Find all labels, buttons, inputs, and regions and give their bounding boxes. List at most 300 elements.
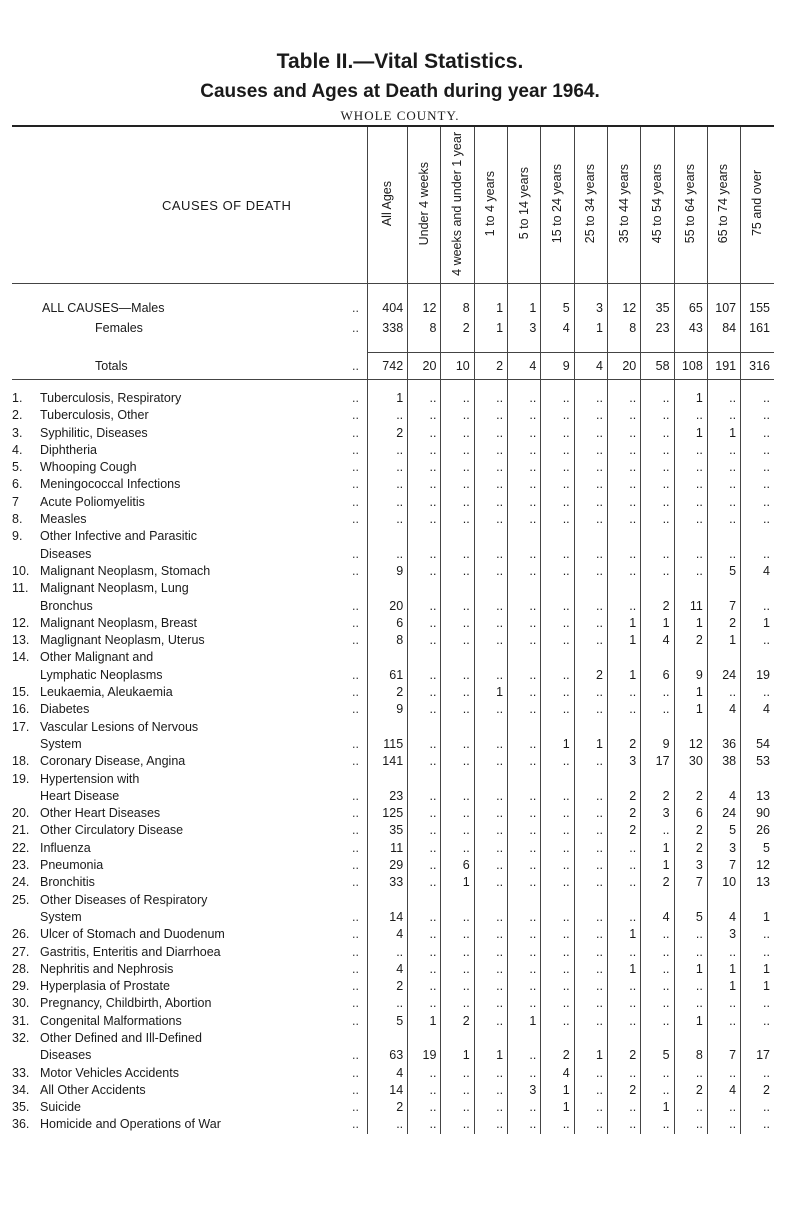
cause-value [574,580,607,597]
cause-value: 11 [674,598,707,615]
column-header [508,126,541,284]
cause-value [707,528,740,545]
cause-label [12,615,367,632]
cause-value: .. [441,788,474,805]
summary-value: 1 [508,298,541,318]
cause-value: .. [641,494,674,511]
cause-value: 2 [367,425,407,442]
spacer-cell [441,380,474,391]
cause-value: .. [474,459,507,476]
cause-value: .. [367,995,407,1012]
cause-label [12,1099,367,1116]
leader-dots: .. [351,563,359,578]
cause-value: 9 [674,667,707,684]
cause-value: 33 [367,874,407,891]
cause-label [12,909,367,926]
cause-row [12,615,774,632]
cause-value: .. [607,840,640,857]
cause-value: .. [441,944,474,961]
cause-value: 5 [367,1013,407,1030]
leader-dots: .. [351,875,359,890]
cause-value: 5 [674,909,707,926]
cause-value: .. [641,1082,674,1099]
spacer-cell [707,284,740,299]
cause-value: .. [741,926,774,943]
cause-value [441,719,474,736]
cause-value: .. [607,995,640,1012]
cause-value: .. [607,494,640,511]
cause-value: .. [474,1082,507,1099]
cause-name: Bronchus [40,598,93,613]
cause-value: .. [408,1065,441,1082]
spacer-cell [441,338,474,353]
cause-value: 19 [741,667,774,684]
column-header-label: 55 to 64 years [683,163,698,244]
cause-row [12,528,774,545]
cause-value: .. [607,978,640,995]
cause-value [441,892,474,909]
cause-row [12,1065,774,1082]
leader-dots: .. [351,1100,359,1115]
cause-name: Gastritis, Enteritis and Diarrhoea [40,944,221,959]
cause-value: .. [574,926,607,943]
cause-value: .. [508,995,541,1012]
spacer-cell [541,380,574,391]
leader-dots: .. [351,442,359,457]
cause-value: 7 [674,874,707,891]
cause-value: .. [474,805,507,822]
cause-value: .. [707,442,740,459]
leader-dots: .. [351,944,359,959]
cause-value: .. [474,822,507,839]
cause-name: Malignant Neoplasm, Breast [40,615,198,630]
cause-row [12,580,774,597]
spacer-cell [474,338,507,353]
column-header [607,126,640,284]
cause-value: .. [441,425,474,442]
summary-section [12,284,774,380]
cause-value: 3 [508,1082,541,1099]
cause-value: 1 [641,857,674,874]
cause-value: .. [541,390,574,407]
cause-value: .. [641,1013,674,1030]
column-header-label: 15 to 24 years [549,163,564,244]
summary-label-text: ALL CAUSES—Males [42,301,165,315]
cause-row [12,1013,774,1030]
cause-value: .. [408,511,441,528]
cause-value: .. [541,684,574,701]
cause-value: .. [474,701,507,718]
cause-name: Acute Poliomyelitis [40,494,145,509]
cause-value: .. [607,684,640,701]
cause-number: 10. [12,563,30,578]
cause-row [12,598,774,615]
cause-value: 2 [441,1013,474,1030]
cause-row [12,822,774,839]
column-header-label: All Ages [380,180,395,227]
cause-value [474,649,507,666]
cause-value: .. [607,701,640,718]
leader-dots: .. [351,754,359,769]
cause-value: .. [474,494,507,511]
cause-value: 1 [641,840,674,857]
cause-row [12,667,774,684]
leader-dots: .. [351,823,359,838]
cause-number: 8. [12,512,23,527]
cause-value: .. [408,978,441,995]
cause-value: .. [508,476,541,493]
cause-value: .. [541,459,574,476]
summary-value: 4 [541,318,574,338]
cause-number: 24. [12,875,30,890]
cause-name: Other Diseases of Respiratory [40,892,208,907]
cause-value [574,649,607,666]
cause-value: .. [474,978,507,995]
cause-value [367,580,407,597]
cause-label [12,425,367,442]
leader-dots: .. [351,598,359,613]
cause-value [674,580,707,597]
cause-value: 4 [707,1082,740,1099]
cause-label [12,528,367,545]
cause-value: 10 [707,874,740,891]
spacer-cell [12,284,367,299]
cause-number: 12. [12,615,30,630]
cause-row [12,788,774,805]
cause-label [12,511,367,528]
summary-value: 10 [441,353,474,380]
cause-number: 7 [12,494,19,509]
cause-value: 12 [674,736,707,753]
summary-label-text: Totals [95,358,128,373]
cause-value [474,719,507,736]
cause-value: .. [641,407,674,424]
cause-value: .. [574,1082,607,1099]
cause-value: .. [641,511,674,528]
cause-value [541,580,574,597]
cause-value: 5 [707,563,740,580]
cause-name: Diphtheria [40,442,97,457]
cause-value: .. [508,632,541,649]
cause-name: Ulcer of Stomach and Duodenum [40,927,225,942]
summary-value: 2 [441,318,474,338]
spacer-cell [607,380,640,391]
cause-value: .. [607,1099,640,1116]
leader-dots: .. [351,1065,359,1080]
cause-row [12,857,774,874]
cause-name: Syphilitic, Diseases [40,425,148,440]
cause-value: .. [474,909,507,926]
cause-label [12,995,367,1012]
cause-value: .. [674,1116,707,1133]
cause-value [741,771,774,788]
cause-value: 8 [674,1047,707,1064]
cause-value: .. [408,822,441,839]
summary-value: 9 [541,353,574,380]
summary-value: 5 [541,298,574,318]
area-label: WHOLE COUNTY. [340,108,460,123]
summary-row [12,318,774,338]
cause-value: .. [508,1099,541,1116]
cause-value: .. [367,494,407,511]
leader-dots: .. [351,788,359,803]
cause-value: .. [367,459,407,476]
cause-value [408,580,441,597]
cause-value: .. [408,632,441,649]
cause-value: 4 [741,701,774,718]
cause-value: .. [408,563,441,580]
cause-value [408,719,441,736]
cause-value: 53 [741,753,774,770]
cause-value [607,580,640,597]
cause-name: Motor Vehicles Accidents [40,1065,179,1080]
cause-value: .. [574,1116,607,1133]
cause-value: 1 [674,390,707,407]
spacer-cell [508,380,541,391]
cause-value: .. [641,546,674,563]
cause-label [12,649,367,666]
cause-value: 4 [707,788,740,805]
cause-value [408,528,441,545]
cause-label [12,1047,367,1064]
cause-row [12,1082,774,1099]
cause-value: .. [741,598,774,615]
cause-value [741,649,774,666]
cause-value: .. [508,840,541,857]
cause-value: 24 [707,805,740,822]
cause-value: .. [441,632,474,649]
summary-value: 58 [641,353,674,380]
cause-value [607,528,640,545]
cause-value: .. [508,822,541,839]
cause-value [508,771,541,788]
cause-value: .. [707,476,740,493]
cause-value: .. [674,459,707,476]
cause-value: .. [674,442,707,459]
cause-value: .. [674,476,707,493]
cause-value: .. [674,995,707,1012]
cause-value: .. [741,632,774,649]
spacer-cell [641,284,674,299]
cause-number: 11. [12,581,29,596]
cause-value: 1 [741,978,774,995]
cause-value: .. [707,1065,740,1082]
cause-label [12,1116,367,1133]
cause-value: .. [541,425,574,442]
cause-value [674,892,707,909]
cause-label [12,1082,367,1099]
cause-value: 1 [641,615,674,632]
cause-value: .. [574,1013,607,1030]
cause-row [12,771,774,788]
cause-value [541,892,574,909]
cause-row [12,511,774,528]
cause-value [607,1030,640,1047]
cause-label [12,476,367,493]
cause-value [367,649,407,666]
cause-value: 1 [574,736,607,753]
cause-name: Hyperplasia of Prostate [40,979,170,994]
summary-value: 4 [574,353,607,380]
cause-value: .. [641,425,674,442]
column-header-label: 35 to 44 years [616,163,631,244]
cause-name: Lymphatic Neoplasms [40,667,163,682]
cause-value: .. [741,944,774,961]
cause-label [12,822,367,839]
cause-row [12,719,774,736]
leader-dots: .. [351,301,359,315]
cause-name: Coronary Disease, Angina [40,754,186,769]
cause-name: Malignant Neoplasm, Lung [40,581,189,596]
cause-value: 5 [641,1047,674,1064]
cause-number: 14. [12,650,30,665]
cause-label [12,580,367,597]
cause-value [408,649,441,666]
cause-value [641,892,674,909]
cause-value [441,1030,474,1047]
summary-label [12,298,367,318]
cause-value [474,771,507,788]
summary-value: 84 [707,318,740,338]
cause-value: .. [607,1013,640,1030]
cause-value: .. [741,511,774,528]
cause-value: .. [741,459,774,476]
spacer-cell [12,380,367,391]
leader-dots: .. [351,840,359,855]
cause-value: 2 [641,598,674,615]
cause-label [12,546,367,563]
cause-value: .. [367,944,407,961]
cause-number: 4. [12,442,23,457]
cause-value: .. [674,407,707,424]
cause-value: 2 [674,788,707,805]
column-header-label: 4 weeks and under 1 year [450,131,465,276]
cause-row [12,494,774,511]
cause-value: 23 [367,788,407,805]
cause-value: 3 [707,926,740,943]
cause-value: 17 [741,1047,774,1064]
cause-value: .. [741,1065,774,1082]
spacer-cell [674,284,707,299]
cause-value: .. [508,805,541,822]
leader-dots: .. [351,961,359,976]
cause-value: 1 [707,961,740,978]
cause-value [408,1030,441,1047]
summary-value: 12 [408,298,441,318]
cause-value: .. [441,598,474,615]
summary-value: 742 [367,353,407,380]
cause-value: .. [641,459,674,476]
cause-value: .. [367,442,407,459]
cause-value: .. [508,563,541,580]
cause-value [641,528,674,545]
table-title: Table II.—Vital Statistics. [276,50,524,73]
cause-row [12,684,774,701]
cause-value: 1 [607,632,640,649]
cause-value: .. [541,667,574,684]
cause-number: 26. [12,927,30,942]
cause-value: .. [441,563,474,580]
cause-value: .. [408,1116,441,1133]
summary-value: 155 [741,298,774,318]
cause-value: 1 [741,909,774,926]
cause-value: .. [474,788,507,805]
cause-label [12,1030,367,1047]
cause-value: .. [574,494,607,511]
cause-value: .. [441,961,474,978]
cause-label [12,736,367,753]
cause-value [641,1030,674,1047]
cause-value: 1 [674,425,707,442]
cause-value: 4 [707,701,740,718]
cause-label [12,857,367,874]
cause-value: 12 [741,857,774,874]
cause-value: 2 [607,736,640,753]
cause-value [607,649,640,666]
cause-value: .. [408,684,441,701]
cause-value [741,1030,774,1047]
cause-value: 1 [541,1082,574,1099]
cause-value: .. [408,788,441,805]
spacer-cell [508,284,541,299]
cause-value: .. [741,1013,774,1030]
cause-value: 2 [367,684,407,701]
cause-name: System [40,909,82,924]
cause-value: .. [707,1013,740,1030]
spacer-cell [741,380,774,391]
cause-value: 6 [674,805,707,822]
cause-value: 26 [741,822,774,839]
cause-value [741,528,774,545]
cause-value: 2 [367,978,407,995]
cause-value: .. [441,995,474,1012]
cause-row [12,736,774,753]
leader-dots: .. [351,702,359,717]
cause-value: 2 [607,1082,640,1099]
cause-value: 9 [641,736,674,753]
cause-name: Heart Disease [40,788,120,803]
cause-label [12,771,367,788]
cause-value: 1 [441,1047,474,1064]
cause-value: 6 [367,615,407,632]
cause-row [12,840,774,857]
cause-value: 13 [741,874,774,891]
cause-value: 6 [641,667,674,684]
cause-value: .. [574,425,607,442]
cause-label [12,788,367,805]
cause-row [12,407,774,424]
cause-value: .. [541,494,574,511]
cause-value: .. [474,476,507,493]
cause-value: 29 [367,857,407,874]
cause-value: .. [508,667,541,684]
cause-value: .. [441,1065,474,1082]
cause-value: 5 [741,840,774,857]
cause-value: .. [441,822,474,839]
cause-value: .. [674,1065,707,1082]
summary-value: 43 [674,318,707,338]
cause-value: .. [508,1116,541,1133]
cause-value [741,892,774,909]
spacer-cell [707,380,740,391]
leader-dots: .. [351,736,359,751]
cause-value: .. [508,494,541,511]
cause-value [508,1030,541,1047]
cause-value: .. [541,857,574,874]
spacer-cell [574,284,607,299]
cause-value: .. [508,459,541,476]
cause-label [12,667,367,684]
